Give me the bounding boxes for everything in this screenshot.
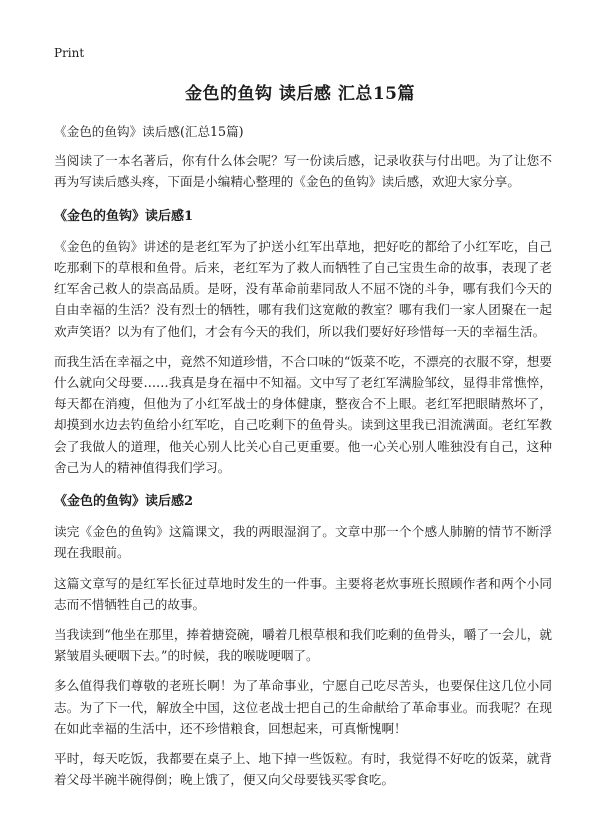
print-link[interactable]: Print: [54, 46, 85, 60]
paragraph: 读完《金色的鱼钩》这篇课文，我的两眼湿润了。文章中那一个个感人肺腑的情节不断浮现在我眼前。: [54, 524, 552, 561]
article-subtitle: 《金色的鱼钩》读后感(汇总15篇): [54, 124, 244, 139]
page-title: 金色的鱼钩 读后感 汇总15篇: [185, 84, 415, 104]
section-heading-1: 《金色的鱼钩》读后感1: [54, 208, 194, 224]
paragraph: 这篇文章写的是红军长征过草地时发生的一件事。主要将老炊事班长照顾作者和两个小同志而不惜牺牲自己的故事。: [54, 575, 552, 612]
article-body: [54, 121, 552, 799]
paragraph: 《金色的鱼钩》讲述的是老红军为了护送小红军出草地，把好吃的都给了小红军吃，自己吃那剩下的草根和鱼骨。后来，老红军为了救人而牺牲了自己宝贵生命的故事，表现了老红军舍己救人的崇高品质。是呀，没有革命前辈同敌人不屈不饶的斗争，哪有我们今天的自由幸福的生活？没有烈士的牺牲，哪有我们这宽敞的教室？哪有我们一家人团聚在一起欢声笑语？以为有了他们，才会有今天的我们，所以我们要好好珍惜每一天的幸福生活。: [54, 238, 552, 339]
intro-paragraph: 当阅读了一本名著后，你有什么体会呢？写一份读后感，记录收获与付出吧。为了让您不再为写读后感头疼，下面是小编精心整理的《金色的鱼钩》读后感，欢迎大家分享。: [54, 153, 552, 190]
paragraph: 而我生活在幸福之中，竟然不知道珍惜，不合口味的“饭菜不吃，不漂亮的衣服不穿，想要什么就向父母要……我真是身在福中不知福。文中写了老红军满脸邹纹，显得非常憔悴，每天都在消瘦，但他为了小红军战士的身体健康，整夜合不上眼。老红军把眼睛熬坏了，却摸到水边去钓鱼给小红军吃，自己吃剩下的鱼骨头。读到这里我已泪流满面。老红军教会了我做人的道理，他关心别人比关心自己更重要。他一心关心别人唯独没有自己，这种舍己为人的精神值得我们学习。: [54, 353, 552, 475]
paragraph: 平时，每天吃饭，我都要在桌子上、地下掉一些饭粒。有时，我觉得不好吃的饭菜，就背着父母半碗半碗得倒；晚上饿了，便又向父母要钱买零食吃。: [54, 751, 552, 788]
section-heading-2: 《金色的鱼钩》读后感2: [54, 494, 194, 510]
paragraph: 当我读到“他坐在那里，捧着搪瓷碗，嚼着几根草根和我们吃剩的鱼骨头，嚼了一会儿，就紧皱眉头硬咽下去。”的时候，我的喉咙哽咽了。: [54, 627, 552, 664]
paragraph: 多么值得我们尊敬的老班长啊！为了革命事业，宁愿自己吃尽苦头，也要保住这几位小同志。为了下一代，解放全中国，这位老战士把自己的生命献给了革命事业。而我呢？在现在如此幸福的生活中，还不珍惜粮食，回想起来，可真惭愧啊！: [54, 678, 552, 736]
